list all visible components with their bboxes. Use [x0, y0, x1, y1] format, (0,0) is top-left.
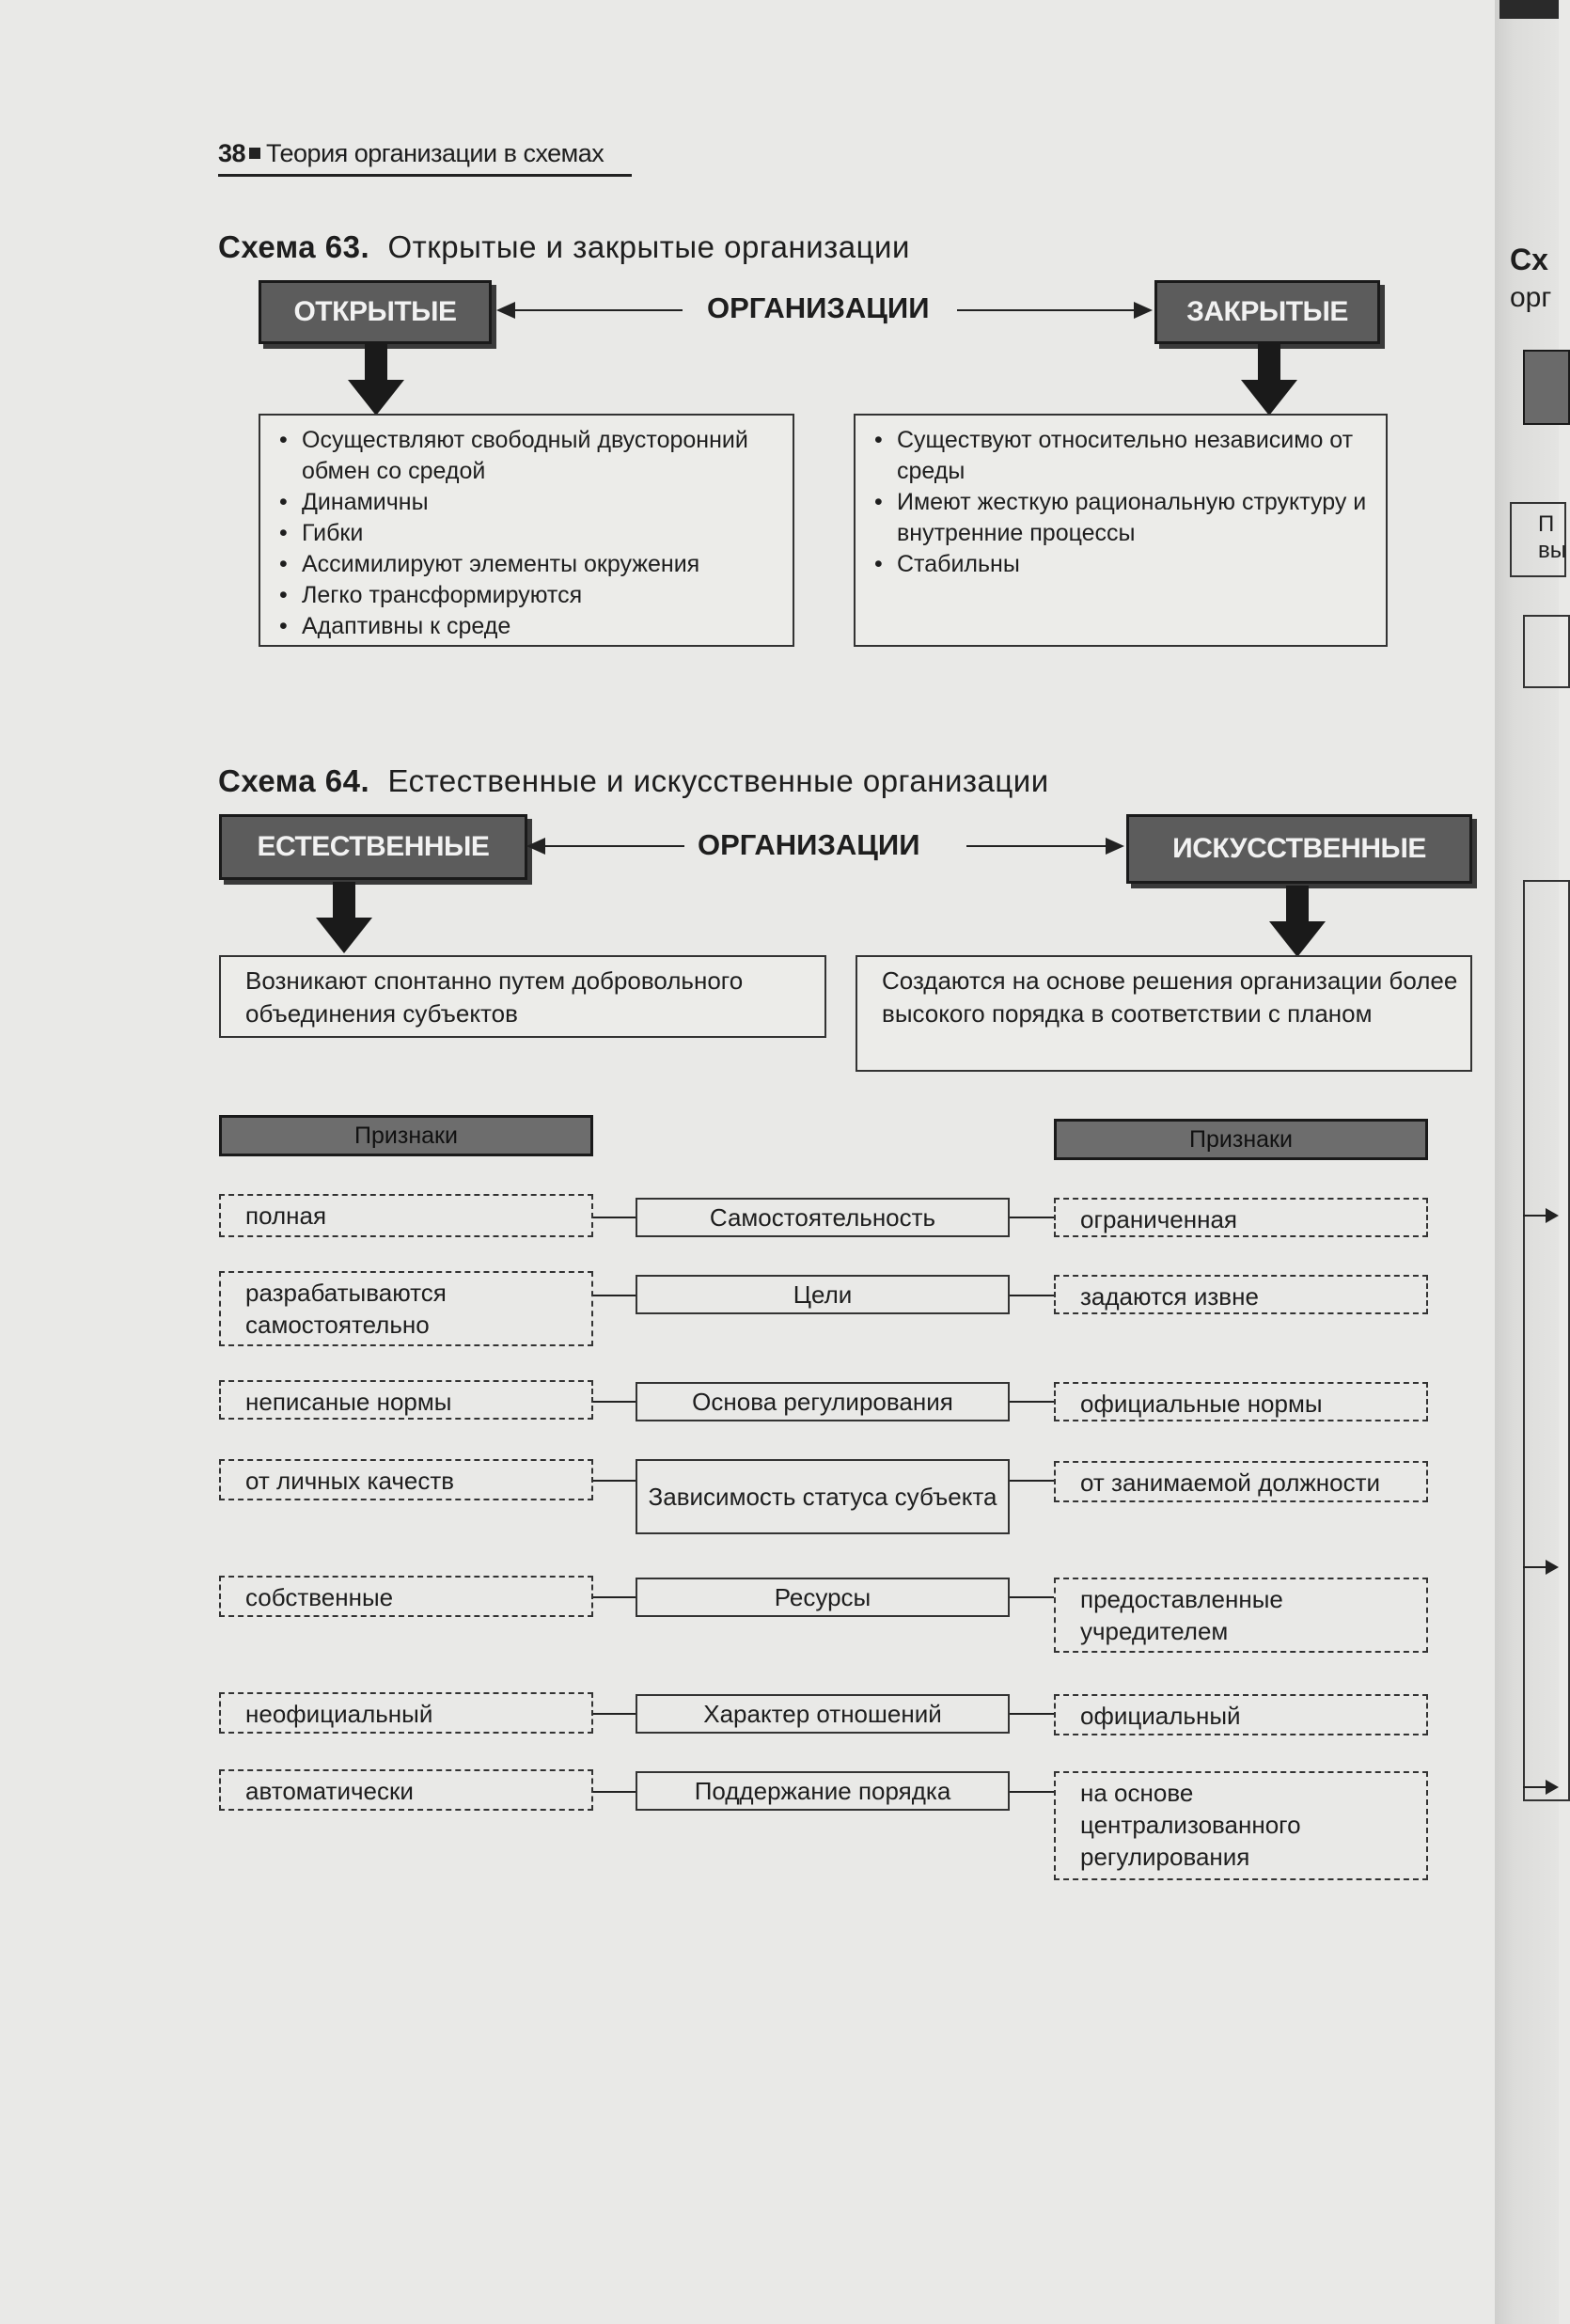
connector-line [1010, 1480, 1054, 1482]
natural-feature-independence: полная [219, 1194, 593, 1237]
connector-line [1010, 1713, 1054, 1715]
list-item: • Легко трансформируются [279, 580, 783, 611]
connector-line [593, 1791, 636, 1793]
connector-line [1010, 1295, 1054, 1296]
connector-line [593, 1401, 636, 1403]
connector-line [593, 1480, 636, 1482]
connector-line [593, 1713, 636, 1715]
next-page-dark-box [1523, 350, 1570, 425]
next-page-arrow-icon [1523, 1215, 1555, 1217]
connector-line [593, 1295, 636, 1296]
criterion-independence: Самостоятельность [636, 1198, 1010, 1237]
down-arrow-icon [1269, 886, 1326, 957]
artificial-feature-goals: задаются извне [1054, 1275, 1428, 1314]
connector-line [1010, 1401, 1054, 1403]
natural-feature-relations: неофициальный [219, 1692, 593, 1734]
criterion-resources: Ресурсы [636, 1578, 1010, 1617]
right-arrowhead-icon [1106, 838, 1124, 855]
criterion-goals: Цели [636, 1275, 1010, 1314]
list-item: • Имеют жесткую рациональную структуру и внутренние процессы [874, 487, 1376, 549]
scheme-64-center-label: ОРГАНИЗАЦИИ [698, 828, 920, 861]
list-item: • Осуществляют свободный двусторонний обмен со средой [279, 425, 783, 487]
closed-organizations-features [854, 414, 1388, 647]
left-arrowhead-icon [526, 838, 545, 855]
natural-organizations-description: Возникают спонтанно путем добровольного объединения субъектов [219, 955, 826, 1038]
artificial-feature-regulation: официальные нормы [1054, 1382, 1428, 1421]
next-page-subtitle-fragment: орг [1510, 282, 1552, 313]
next-page-arrow-icon [1523, 1786, 1555, 1788]
natural-feature-order: автоматически [219, 1769, 593, 1811]
connector-line [1010, 1217, 1054, 1218]
criterion-relations: Характер отношений [636, 1694, 1010, 1734]
natural-feature-regulation: неписаные нормы [219, 1380, 593, 1420]
connector-line [966, 845, 1107, 847]
artificial-feature-independence: ограниченная [1054, 1198, 1428, 1237]
open-organizations-box: ОТКРЫТЫЕ [259, 280, 492, 344]
artificial-feature-relations: официальный [1054, 1694, 1428, 1735]
connector-line [1010, 1791, 1054, 1793]
down-arrow-icon [348, 344, 404, 416]
connector-line [957, 309, 1136, 311]
criterion-order: Поддержание порядка [636, 1771, 1010, 1811]
natural-feature-goals: разрабатываются самостоятельно [219, 1271, 593, 1346]
connector-line [593, 1596, 636, 1598]
connector-line [1010, 1596, 1054, 1598]
natural-feature-resources: собственные [219, 1576, 593, 1617]
scheme-63-center-label: ОРГАНИЗАЦИИ [707, 291, 930, 324]
artificial-organizations-box: ИСКУССТВЕННЫЕ [1126, 814, 1472, 884]
natural-feature-status: от личных качеств [219, 1459, 593, 1500]
right-arrowhead-icon [1134, 302, 1153, 319]
page-header [218, 139, 632, 177]
connector-line [513, 309, 683, 311]
artificial-feature-order: на основе централизованного регулирования [1054, 1771, 1428, 1880]
natural-features-label: Признаки [219, 1115, 593, 1156]
down-arrow-icon [316, 882, 372, 953]
list-item: • Ассимилируют элементы окружения [279, 549, 783, 580]
criterion-status: Зависимость статуса субъекта [636, 1459, 1010, 1534]
natural-organizations-box: ЕСТЕСТВЕННЫЕ [219, 814, 527, 880]
next-page-arrow-icon [1523, 1566, 1555, 1568]
list-item: • Существуют относительно независимо от среды [874, 425, 1376, 487]
list-item: • Динамичны [279, 487, 783, 518]
left-arrowhead-icon [496, 302, 515, 319]
scheme-63-title: Схема 63. Открытые и закрытые организации [218, 229, 910, 264]
list-item: • Стабильны [874, 549, 1376, 580]
page-number: 38 [218, 139, 246, 167]
header-square-icon [249, 148, 260, 159]
artificial-feature-resources: предоставленные учредителем [1054, 1578, 1428, 1653]
open-organizations-features [259, 414, 794, 647]
scheme-64-title: Схема 64. Естественные и искусственные организации [218, 763, 1049, 798]
scan-corner [1499, 0, 1559, 19]
artificial-features-label: Признаки [1054, 1119, 1428, 1160]
connector-line [543, 845, 684, 847]
list-item: • Гибки [279, 518, 783, 549]
next-page-box-3 [1523, 880, 1570, 1801]
book-title: Теория организации в схемах [266, 139, 604, 167]
artificial-organizations-description: Создаются на основе решения организации более высокого порядка в соответствии с планом [856, 955, 1472, 1072]
next-page-box-2 [1523, 615, 1570, 688]
list-item: • Адаптивны к среде [279, 611, 783, 642]
down-arrow-icon [1241, 344, 1297, 416]
connector-line [593, 1217, 636, 1218]
closed-organizations-box: ЗАКРЫТЫЕ [1154, 280, 1380, 344]
next-page-box-1: П вы [1510, 502, 1566, 577]
next-page-title-fragment: Сх [1510, 243, 1548, 276]
artificial-feature-status: от занимаемой должности [1054, 1461, 1428, 1502]
criterion-regulation: Основа регулирования [636, 1382, 1010, 1421]
